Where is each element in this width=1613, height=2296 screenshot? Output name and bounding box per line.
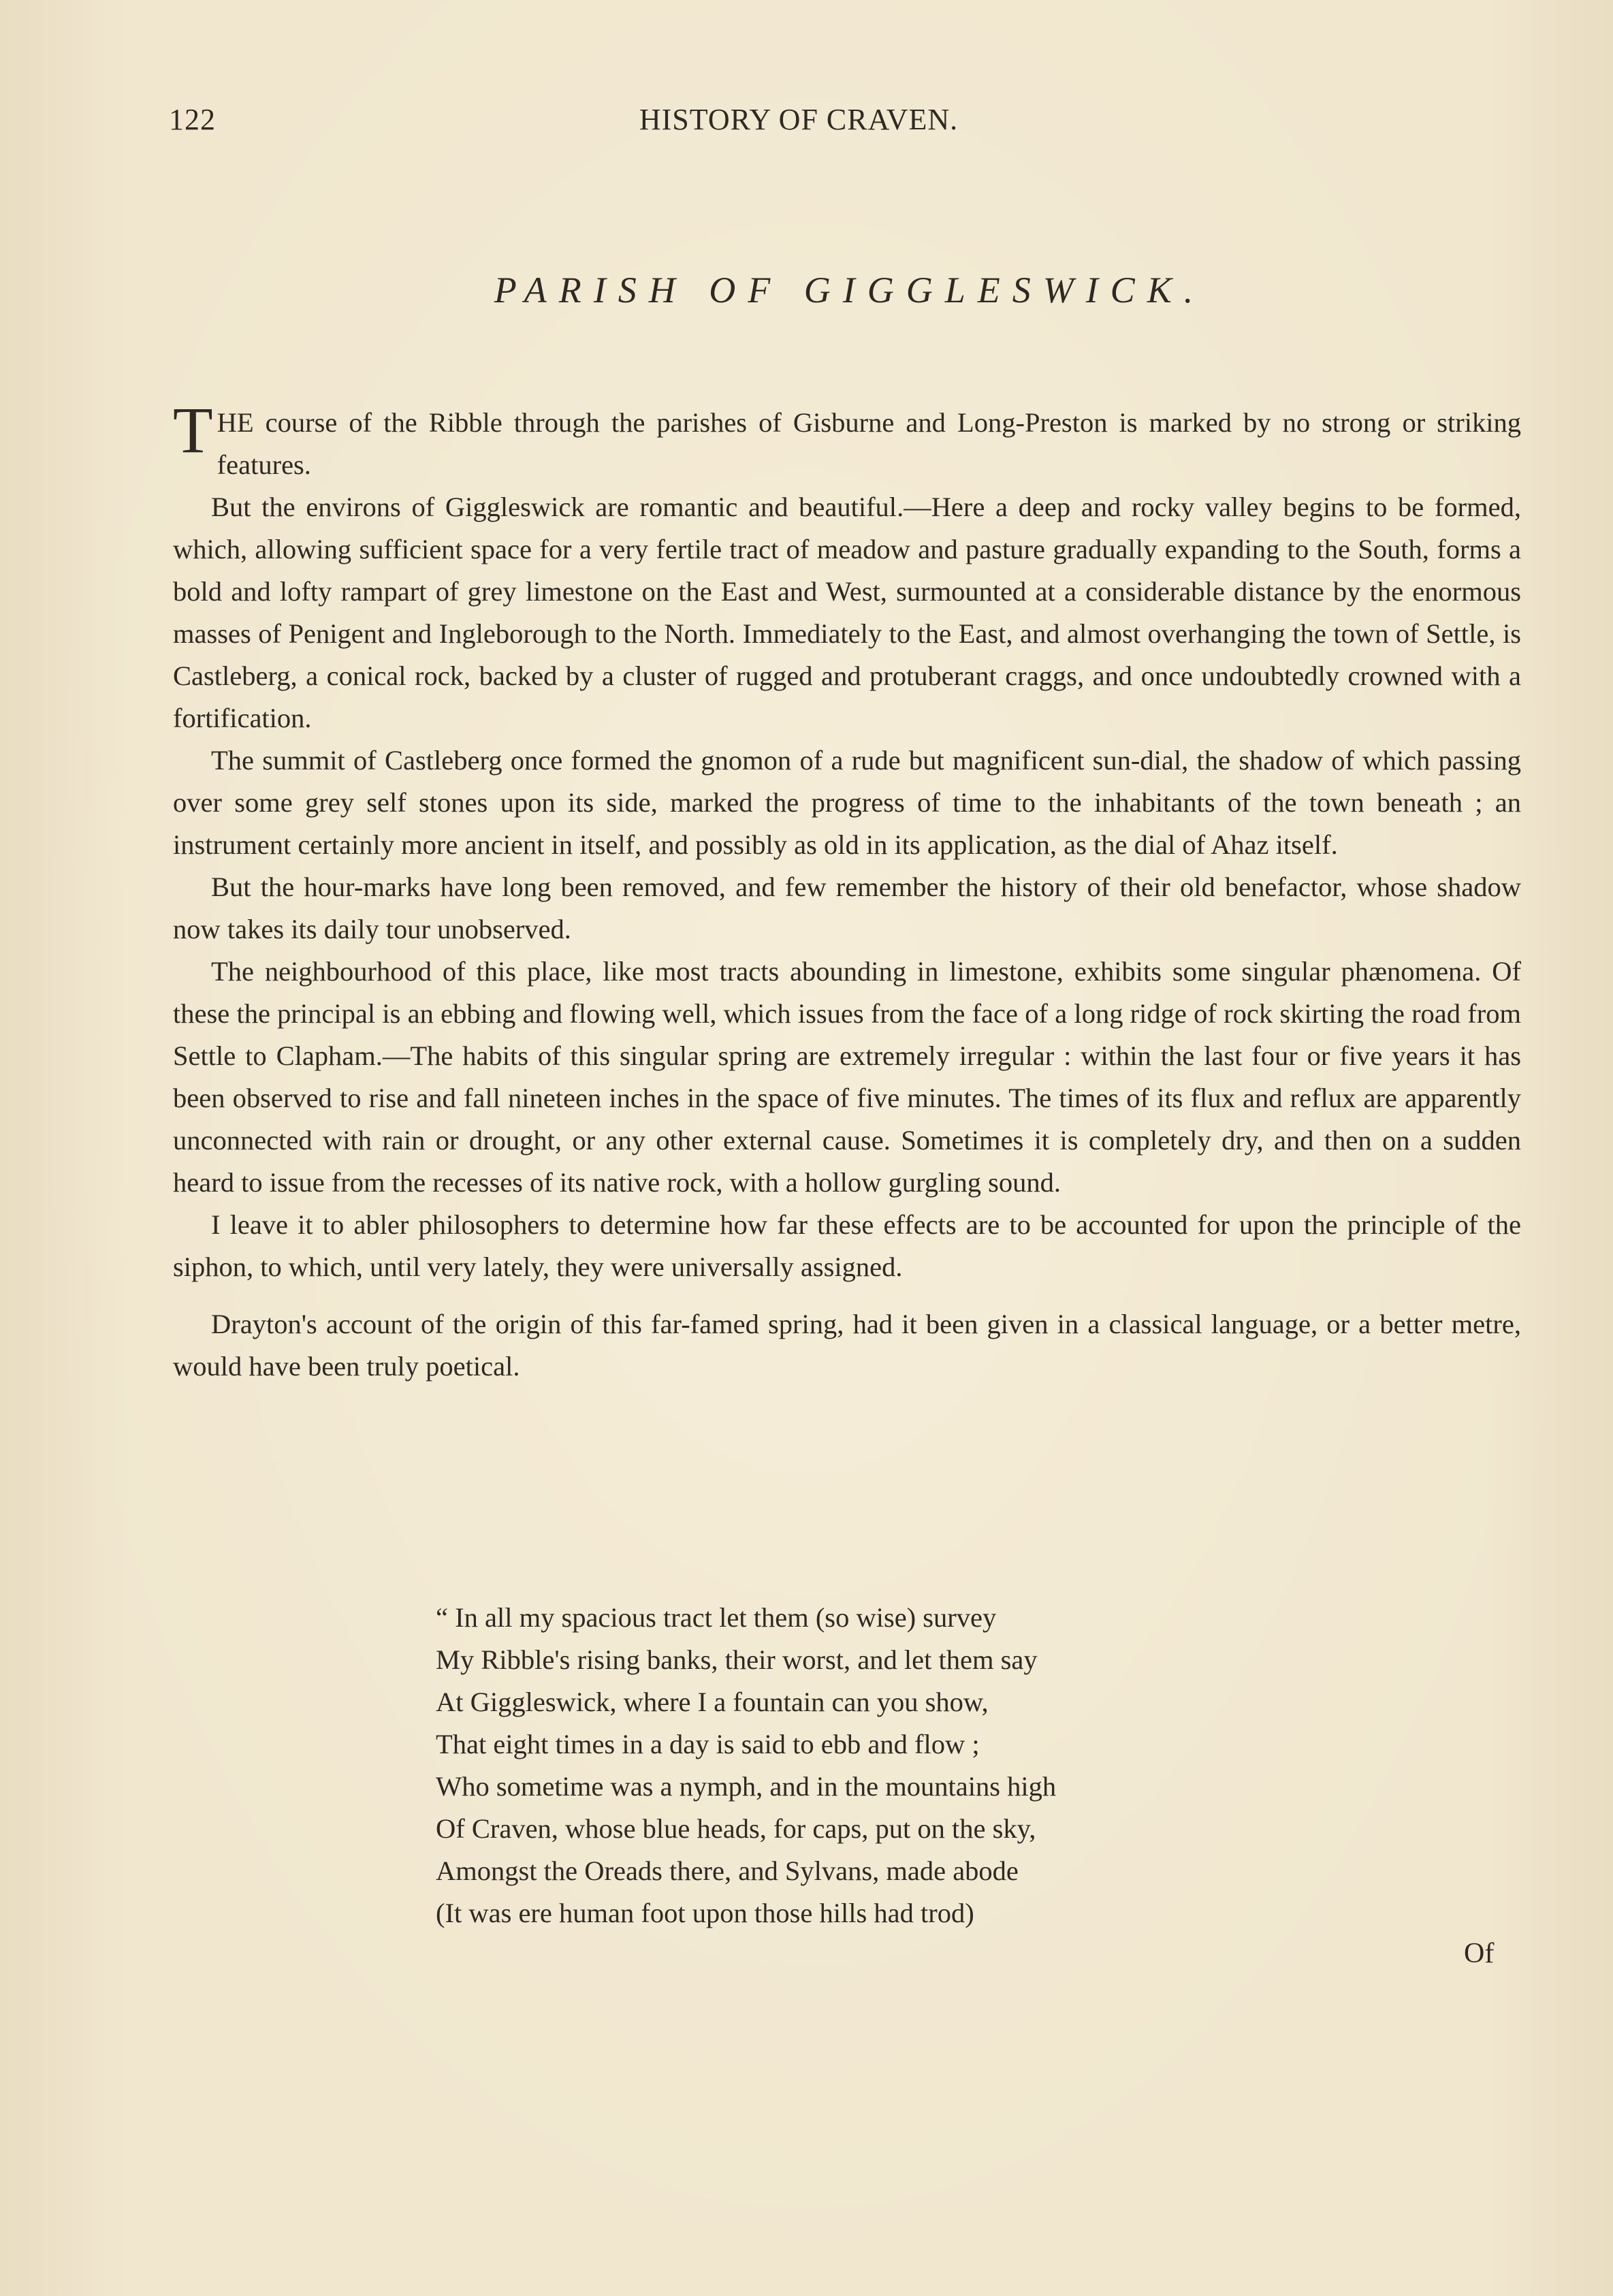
paragraph-7: Drayton's account of the origin of this far-famed spring, had it been given in a classical language, or a better metre, would have been truly poetical. — [173, 1309, 1521, 1382]
verse-line: “ In all my spacious tract let them (so wise) survey — [436, 1602, 997, 1633]
body-text — [173, 394, 1521, 1388]
verse-line: Who sometime was a nymph, and in the mountains high — [436, 1771, 1057, 1802]
paragraph-2: But the environs of Giggleswick are romantic and beautiful.—Here a deep and rocky valley begins to be formed, which, allowing sufficient space for a very fertile tract of meadow and pasture gradually expanding to the South, forms a bold and lofty rampart of grey limestone on the East and West, surmounted at a considerable distance by the enormous masses of Penigent and Ingleborough to the North. Immediately to the East, and almost overhanging the town of Settle, is Castleberg, a conical rock, backed by a cluster of rugged and protuberant craggs, and once undoubtedly crowned with a fortification. — [173, 492, 1521, 733]
verse-line: (It was ere human foot upon those hills had trod) — [436, 1898, 974, 1928]
verse-line: At Giggleswick, where I a fountain can you show, — [436, 1687, 989, 1717]
page-number: 122 — [169, 103, 216, 136]
verse-line: Amongst the Oreads there, and Sylvans, made abode — [436, 1855, 1019, 1886]
paragraph-3: The summit of Castleberg once formed the gnomon of a rude but magnificent sun-dial, the shadow of which passing over some grey self stones upon its side, marked the progress of time to the inhabitants of the town beneath ; an instrument certainly more ancient in itself, and possibly as old in its application, as the dial of Ahaz itself. — [173, 745, 1521, 860]
paragraph-4: But the hour-marks have long been removed, and few remember the history of their old benefactor, whose shadow now takes its daily tour unobserved. — [173, 872, 1521, 944]
verse-quotation — [436, 1597, 1321, 1934]
verse-line: Of Craven, whose blue heads, for caps, put on the sky, — [436, 1813, 1036, 1844]
page-header — [169, 102, 1524, 143]
paragraph-6: I leave it to abler philosophers to determine how far these effects are to be accounted for upon the principle of the siphon, to which, until very lately, they were universally assigned. — [173, 1209, 1521, 1282]
paragraph-1-text: HE course of the Ribble through the parishes of Gisburne and Long-Preston is marked by no strong or striking features. — [217, 407, 1521, 480]
verse-line: My Ribble's rising banks, their worst, and let them say — [436, 1644, 1038, 1675]
running-title: HISTORY OF CRAVEN. — [639, 103, 959, 136]
section-title: PARISH OF GIGGLESWICK. — [494, 270, 1206, 310]
verse-line: That eight times in a day is said to ebb and flow ; — [436, 1729, 980, 1759]
catchword: Of — [1464, 1938, 1495, 1969]
drop-cap: T — [173, 394, 213, 466]
paragraph-5: The neighbourhood of this place, like most tracts abounding in limestone, exhibits some singular phænomena. Of these the principal is an ebbing and flowing well, which issues from the face of a long ridge of rock skirting the road from Settle to Clapham.—The habits of this singular spring are extremely irregular : within the last four or five years it has been observed to rise and fall nineteen inches in the space of five minutes. The times of its flux and reflux are apparently unconnected with rain or drought, or any other external cause. Sometimes it is completely dry, and then on a sudden heard to issue from the recesses of its native rock, with a hollow gurgling sound. — [173, 956, 1521, 1198]
paragraph-1 — [173, 394, 1521, 486]
